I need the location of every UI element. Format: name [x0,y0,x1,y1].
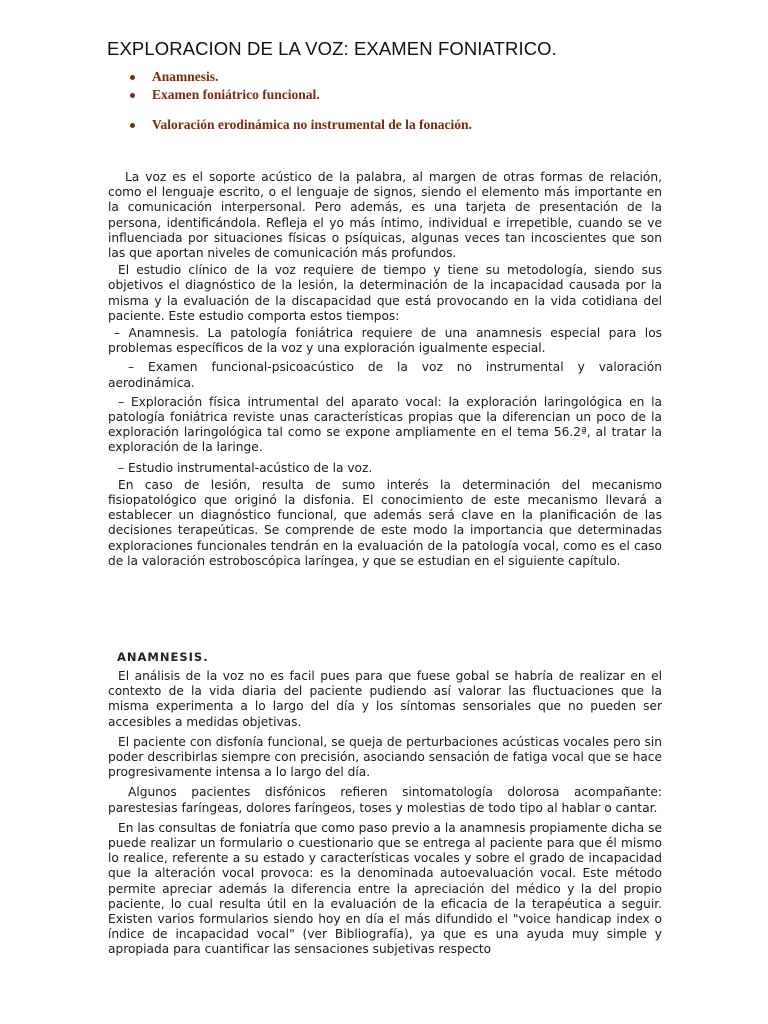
section-heading: ANAMNESIS. [117,650,209,664]
paragraph: El análisis de la voz no es facil pues para que fuese gobal se habría de realizar en el contexto de la vida diaria del paciente pudiendo así valorar las fluctuaciones que la misma experimenta a lo largo del día y los síntomas sensoriales que no pueden ser accesibles a medidas objetivas. [108,669,662,729]
list-item: – Exploración física intrumental del aparato vocal: la exploración laringológica en la patología foniátrica reviste unas características propias que la diferencian un poco de la exploración laringológica tal como se expone ampliamente en el tema 56.2ª, al tratar la exploración de la laringe. [108,394,662,455]
list-item: – Anamnesis. La patología foniátrica requiere de una anamnesis especial para los problemas específicos de la voz y una exploración igualmente especial. [108,326,662,356]
toc-item-anamnesis[interactable]: Anamnesis. [126,68,472,86]
intro-text [108,170,662,569]
list-item: – Examen funcional-psicoacústico de la voz no instrumental y valoración aerodinámica. [108,360,662,390]
document-title: EXPLORACION DE LA VOZ: EXAMEN FONIATRICO. [107,38,557,59]
paragraph: En caso de lesión, resulta de sumo interés la determinación del mecanismo fisiopatológico que originó la disfonia. El conocimiento de este mecanismo llevará a establecer un diagnóstico funcional, que además será clave en la planificación de las decisiones terapeúticas. Se comprende de este modo la importancia que determinadas exploraciones funcionales tendrán en la evaluación de la patología vocal, como es el caso de la valoración estroboscópica laríngea, y que se estudian en el siguiente capítulo. [108,477,662,568]
list-item: – Estudio instrumental-acústico de la voz. [118,460,373,475]
anamnesis-text [108,669,662,958]
paragraph: La voz es el soporte acústico de la palabra, al margen de otras formas de relación, como el lenguaje escrito, o el lenguaje de signos, siendo el elemento más importante en la comunicación interpersonal. Pero además, es una tarjeta de presentación de la persona, identificándola. Refleja el yo más íntimo, individual e irrepetible, cuando se ve influenciada por situaciones físicas o psíquicas, algunas veces tan incoscientes que son las que aportan niveles de comunicación más profundos. [108,170,662,261]
paragraph: El paciente con disfonía funcional, se queja de perturbaciones acústicas vocales pero sin poder describirlas siempre con precisión, asociando sensación de fatiga vocal que se hace progresivamente intensa a lo largo del día. [108,734,662,780]
toc-item-examen-foniatrico[interactable]: Examen foniátrico funcional. [126,86,472,104]
toc-item-valoracion-erodinamica[interactable]: Valoración erodinámica no instrumental de la fonación. [126,116,472,134]
paragraph: En las consultas de foniatría que como paso previo a la anamnesis propiamente dicha se puede realizar un formulario o cuestionario que se entrega al paciente para que él mismo lo realice, referente a su estado y características vocales y sobre el grado de incapacidad que la alteración vocal provoca: es la denominada autoevaluación vocal. Este método permite apreciar además la diferencia entre la apreciación del médico y la del propio paciente, lo cual resulta útil en la evaluación de la eficacia de la terapéutica a seguir. Existen varios formularios siendo hoy en día el más difundido el "voice handicap index o índice de incapacidad vocal" (ver Bibliografía), ya que es una ayuda muy simple y apropiada para cuantificar las sensaciones subjetivas respecto [108,820,662,957]
paragraph: Algunos pacientes disfónicos refieren sintomatología dolorosa acompañante: parestesias faríngeas, dolores faríngeos, toses y molestias de todo tipo al hablar o cantar. [108,785,662,815]
paragraph: El estudio clínico de la voz requiere de tiempo y tiene su metodología, siendo sus objetivos el diagnóstico de la lesión, la determinación de la incapacidad causada por la misma y la evaluación de la discapacidad que está provocando en la vida cotidiana del paciente. Este estudio comporta estos tiempos: [108,263,662,323]
table-of-contents [126,68,472,134]
